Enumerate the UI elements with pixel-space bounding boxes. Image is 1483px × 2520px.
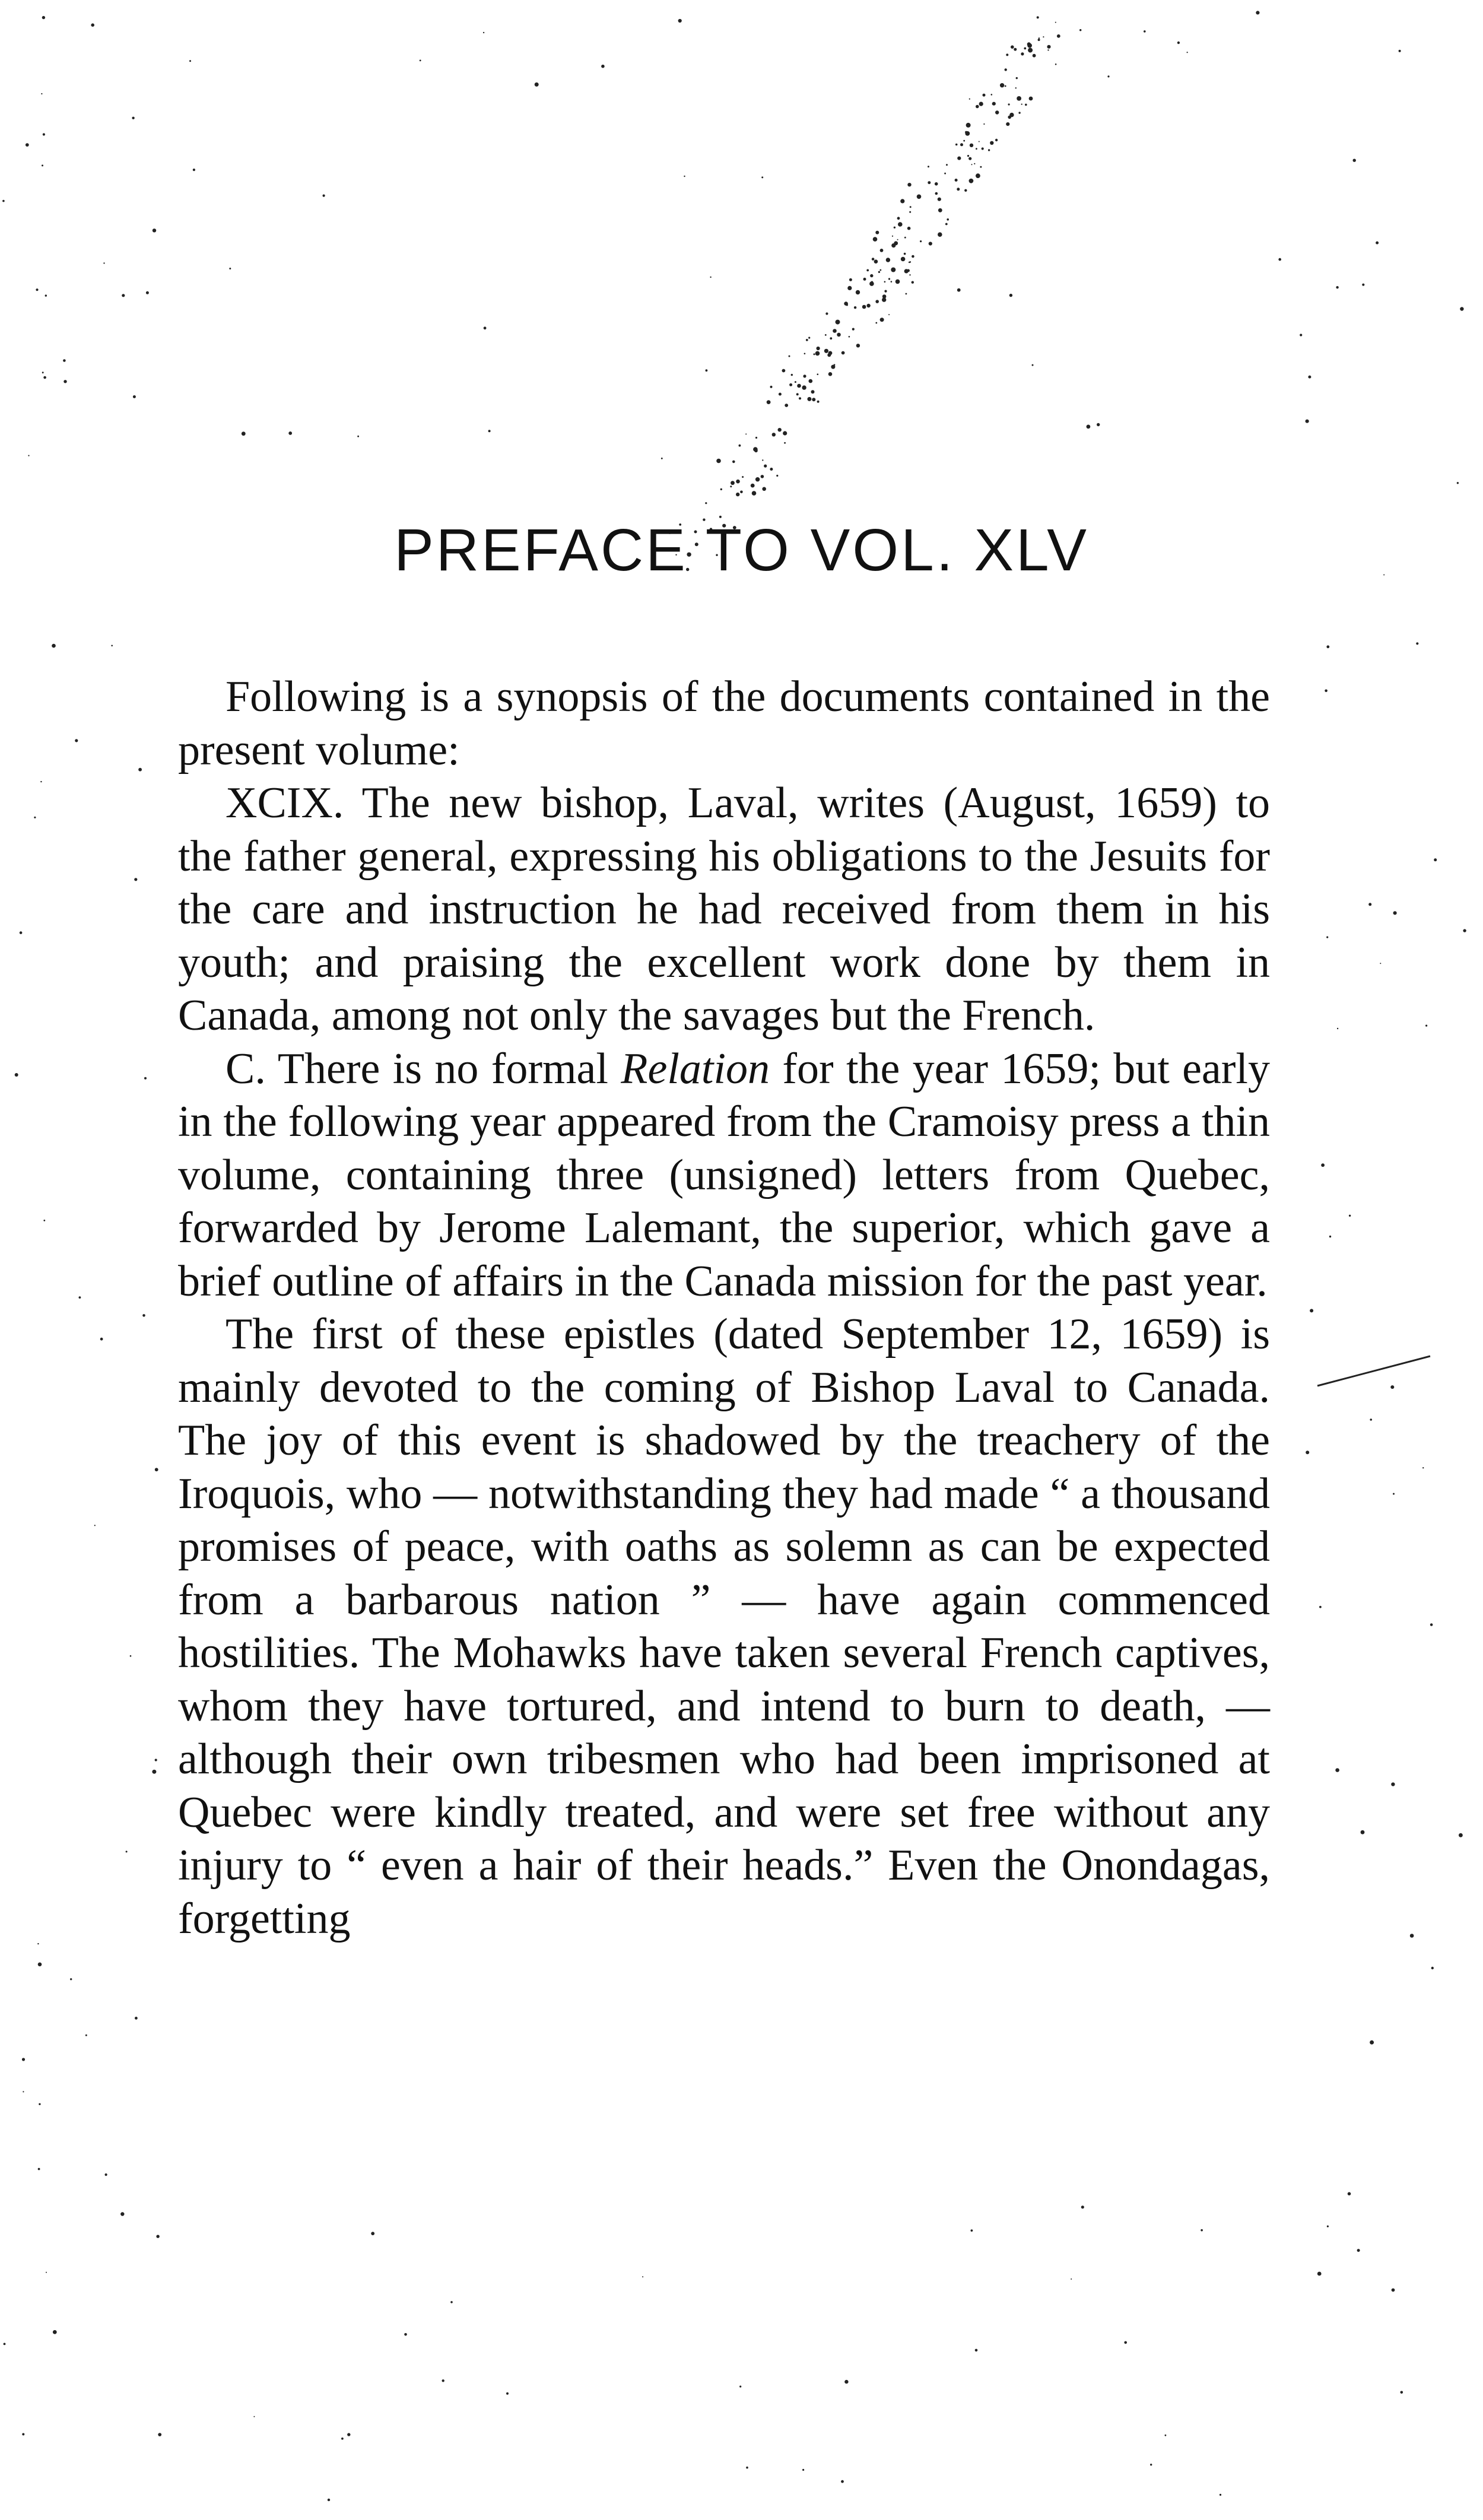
italic-relation: Relation (621, 1044, 770, 1093)
paragraph-synopsis-intro: Following is a synopsis of the documents contained in the present volume: (178, 672, 1270, 775)
paragraph-c: C. There is no formal Relation for the year 1659; but early in the following year appeared from the Cramoisy press a thin volume, containing three (unsigned) letters from Quebec, forwarded by Jerome Lalemant, the superior, which gave a brief outline of affairs in the Canada mission for the past year. (178, 1044, 1270, 1306)
body-text (178, 671, 1270, 1945)
margin-stroke (1317, 1356, 1430, 1386)
paragraph-xcix: XCIX. The new bishop, Laval, writes (August, 1659) to the father general, expressing his obligations to the Jesuits for the care and instruction he had received from them in his youth; and praising the excellent work done by them in Canada, among not only the savages but the French. (178, 779, 1270, 1040)
paragraph-first-epistle: The first of these epistles (dated September 12, 1659) is mainly devoted to the coming of Bishop Laval to Canada. The joy of this event is shadowed by the treachery of the Iroquois, who — notwithstanding they had made “ a thousand promises of peace, with oaths as solemn as can be expected from a barbarous nation ” — have again commenced hostilities. The Mohawks have taken several French captives, whom they have tortured, and intend to burn to death, — although their own tribesmen who had been imprisoned at Quebec were kindly treated, and were set free without any injury to “ even a hair of their heads.” Even the Onondagas, forgetting (178, 1310, 1270, 1943)
page-title: PREFACE TO VOL. XLV (394, 517, 1089, 583)
